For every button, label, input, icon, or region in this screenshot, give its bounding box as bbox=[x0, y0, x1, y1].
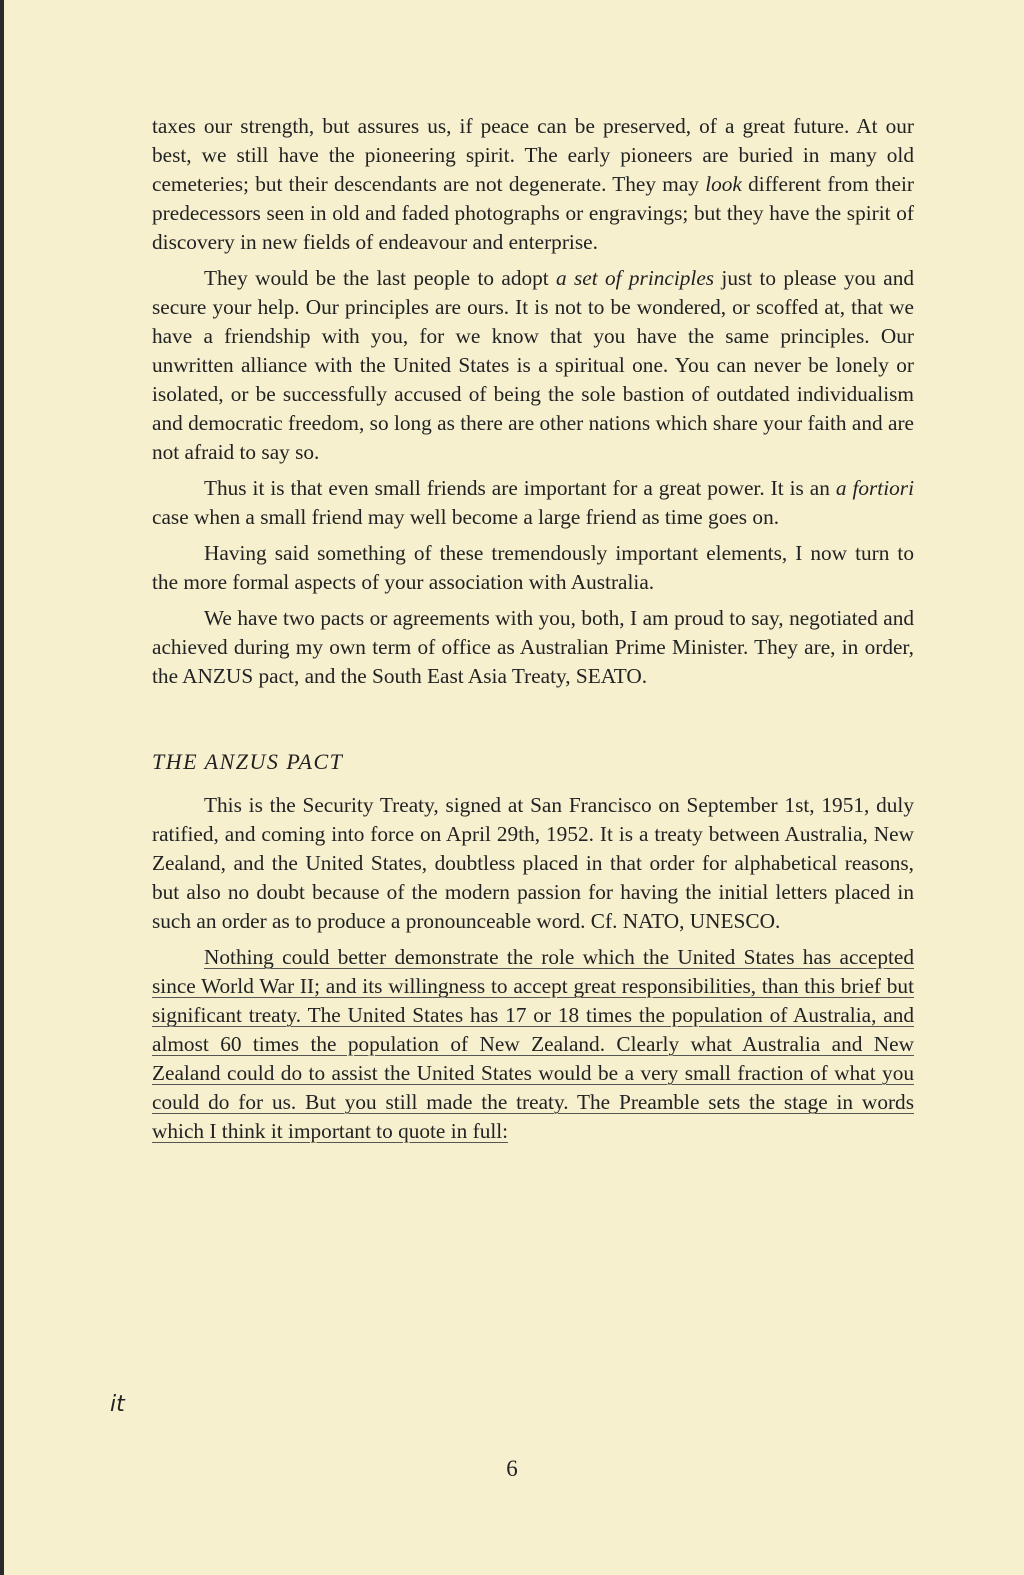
paragraph bbox=[152, 604, 914, 691]
paragraph-text: taxes our strength, but assures us, if peace can be preserved, of a great future. At our best, we still have the pioneering spirit. The early pioneers are buried in many old cemeteries; but their descendants are not degenerate. They may bbox=[152, 114, 914, 196]
section-body-text bbox=[152, 791, 914, 1146]
paragraph-text: Nothing could better demonstrate the role which the United States has accepted since World War II; and its willingness to accept great responsibilities, than this brief but significant treaty. The United States has 17 or 18 times the population of Australia, and almost 60 times the population of New Zealand. Clearly what Australia and New Zealand could do to assist the United States would be a very small fraction of what you could do for us. But you still made the treaty. The Preamble sets the stage in words which I think it important to quote in full: bbox=[152, 945, 914, 1143]
paragraph bbox=[152, 112, 914, 257]
page-number: 6 bbox=[506, 1456, 518, 1481]
paragraph-text: This is the Security Treaty, signed at San Francisco on September 1st, 1951, duly ratified, and coming into force on April 29th, 1952. It is a treaty between Australia, New Zealand, and the United States, doubtless placed in that order for alphabetical reasons, but also no doubt because of the modern passion for having the initial letters placed in such an order as to produce a pronounceable word. Cf. NATO, UNESCO. bbox=[152, 793, 914, 933]
body-text bbox=[152, 112, 914, 691]
paragraph-text: We have two pacts or agreements with you, both, I am proud to say, negotiated and achieved during my own term of office as Australian Prime Minister. They are, in order, the ANZUS pact, and the South East Asia Treaty, SEATO. bbox=[152, 606, 914, 688]
paragraph bbox=[152, 264, 914, 467]
page-left-edge bbox=[0, 0, 4, 1575]
paragraph-text: Thus it is that even small friends are important for a great power. It is an bbox=[204, 476, 836, 500]
handwritten-margin-note: it bbox=[110, 1392, 125, 1417]
paragraph-text: Having said something of these tremendously important elements, I now turn to the more formal aspects of your association with Australia. bbox=[152, 541, 914, 594]
paragraph bbox=[152, 791, 914, 936]
italic-text: a fortiori bbox=[835, 476, 914, 500]
paragraph-text: just to please you and secure your help. Our principles are ours. It is not to be wondered, or scoffed at, that we have a friendship with you, for we know that you have the same principles. Our unwritten alliance with the United States is a spiritual one. You can never be lonely or isolated, or be successfully accused of being the sole bastion of outdated individualism and democratic freedom, so long as there are other nations which share your faith and are not afraid to say so. bbox=[152, 266, 914, 464]
paragraph bbox=[152, 943, 914, 1146]
document-page bbox=[152, 112, 914, 1153]
paragraph-text: case when a small friend may well become a large friend as time goes on. bbox=[152, 505, 780, 529]
paragraph-text: They would be the last people to adopt bbox=[204, 266, 557, 290]
paragraph-text: different from their predecessors seen in old and faded photographs or engravings; but they have the spirit of discovery in new fields of endeavour and enterprise. bbox=[152, 172, 914, 254]
italic-text: a set of principles bbox=[556, 266, 715, 290]
section-heading: THE ANZUS PACT bbox=[152, 749, 344, 774]
italic-text: look bbox=[705, 172, 742, 196]
paragraph bbox=[152, 474, 914, 532]
paragraph bbox=[152, 539, 914, 597]
